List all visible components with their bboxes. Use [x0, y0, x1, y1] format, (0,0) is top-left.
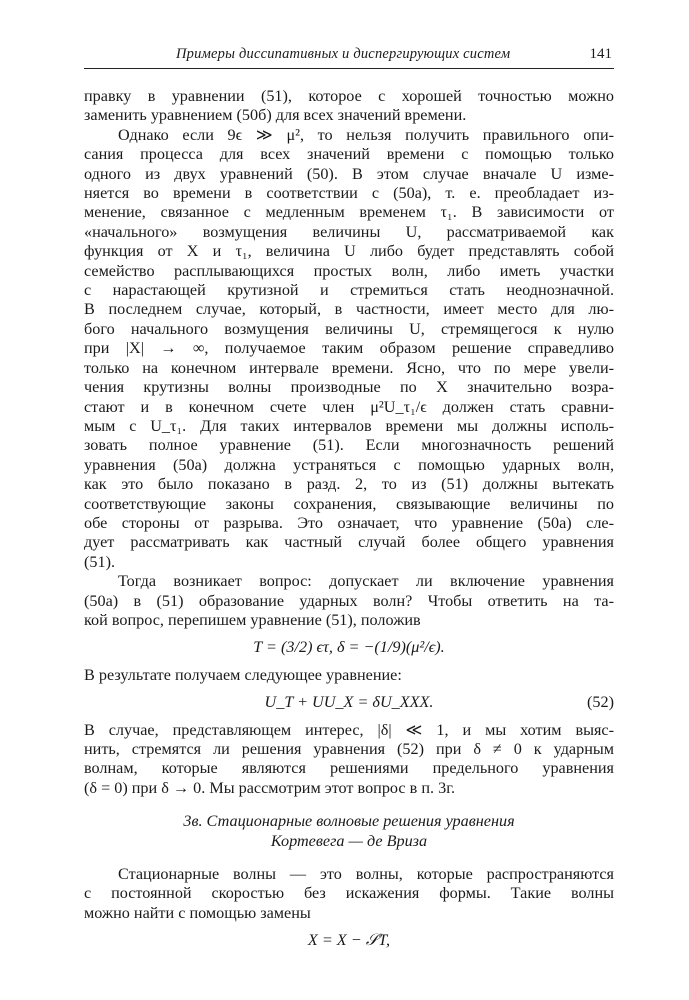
text-line: няется во времени в соответствии с (50а), т. е. преобладает из-: [84, 184, 614, 203]
text-line: «начального» возмущения величины U, рассматриваемой как: [84, 222, 614, 241]
paragraph-1: [84, 87, 614, 126]
equation-52: [84, 693, 614, 712]
text-line: правку в уравнении (51), которое с хорошей точностью можно: [84, 87, 614, 105]
text-line: Тогда возникает вопрос: допускает ли включение уравнения: [118, 572, 614, 591]
text-line: соответствующие законы сохранения, связывающие величины по: [84, 494, 614, 513]
page-body: [84, 87, 614, 951]
paragraph-3: [84, 572, 614, 630]
text-line: стают и в конечном счете член μ²U_τ₁/ϵ должен стать сравни-: [84, 397, 614, 416]
equation-change-of-variable: X = X − 𝒮T,: [307, 931, 391, 950]
text-line: дует рассматривать как частный случай более общего уравнения: [84, 533, 614, 552]
text-line: сания процесса для всех значений времени с помощью только: [84, 145, 614, 164]
section-heading: [84, 812, 614, 851]
text-line: одного из двух уравнений (50). В этом случае вначале U изме-: [84, 164, 614, 183]
paragraph-6: [84, 865, 614, 923]
text-line: мым с U_τ₁. Для таких интервалов времени мы должны исполь-: [84, 416, 614, 435]
text-line: В последнем случае, который, в частности, имеет место для лю-: [84, 300, 614, 319]
page-number: 141: [589, 46, 612, 62]
text-line: как это было показано в разд. 2, то из (51) должны вытекать: [84, 475, 614, 494]
text-line: (51).: [84, 552, 116, 571]
text-line: только на конечном интервале времени. Ясно, что по мере увели-: [84, 358, 614, 377]
text-line: обе стороны от разрыва. Это означает, что уравнение (50а) сле-: [84, 513, 614, 532]
equation-52-number: (52): [587, 693, 614, 712]
equation-52-formula: U_T + UU_X = δU_XXX.: [264, 693, 434, 712]
text-line: Однако если 9ϵ ≫ μ², то нельзя получить правильного опи-: [118, 125, 614, 144]
text-line: заменить уравнением (50б) для всех значений времени.: [84, 106, 467, 125]
text-line: чения крутизны волны производные по X значительно возра-: [84, 378, 614, 397]
text-line: В случае, представляющем интерес, |δ| ≪ 1, и мы хотим выяс-: [84, 720, 614, 739]
text-line: волнам, которые являются решениями предельного уравнения: [84, 759, 614, 778]
text-line: менение, связанное с медленным временем τ₁. В зависимости от: [84, 203, 614, 222]
text-line: нить, стремятся ли решения уравнения (52) при δ ≠ 0 к ударным: [84, 740, 614, 758]
text-line: при |X| → ∞, получаемое таким образом решение справедливо: [84, 339, 614, 358]
equation-substitution: T = (3/2) ϵτ, δ = −(1/9)(μ²/ϵ).: [253, 638, 445, 657]
text-line: Стационарные волны — это волны, которые распространяются: [118, 865, 614, 884]
running-title: Примеры диссипативных и диспергирующих систем: [176, 46, 511, 62]
text-line: (50а) в (51) образование ударных волн? Чтобы ответить на та-: [84, 591, 614, 610]
section-heading-line: Кортевега — де Вриза: [270, 831, 428, 850]
paragraph-5: [84, 721, 614, 799]
text-line: уравнения (50а) должна устраняться с помощью ударных волн,: [84, 455, 614, 474]
paragraph-4: В результате получаем следующее уравнение:: [84, 665, 402, 684]
text-line: кой вопрос, перепишем уравнение (51), положив: [84, 610, 421, 629]
text-line: (δ = 0) при δ → 0. Мы рассмотрим этот вопрос в п. 3г.: [84, 778, 456, 797]
text-line: семейство расплывающихся простых волн, либо иметь участки: [84, 261, 614, 280]
text-line: с постоянной скоростью без искажения формы. Такие волны: [84, 884, 614, 903]
text-line: бого начального возмущения величины U, стремящегося к нулю: [84, 319, 614, 338]
paragraph-2: [84, 126, 614, 572]
text-line: можно найти с помощью замены: [84, 903, 311, 922]
text-line: функция от X и τ₁, величина U либо будет представлять собой: [84, 242, 614, 261]
text-line: зовать полное уравнение (51). Если многозначность решений: [84, 436, 614, 455]
text-line: с нарастающей крутизной и стремиться стать неоднозначной.: [84, 281, 614, 300]
page-header: [84, 46, 614, 69]
section-heading-line: 3в. Стационарные волновые решения уравнения: [183, 812, 515, 831]
